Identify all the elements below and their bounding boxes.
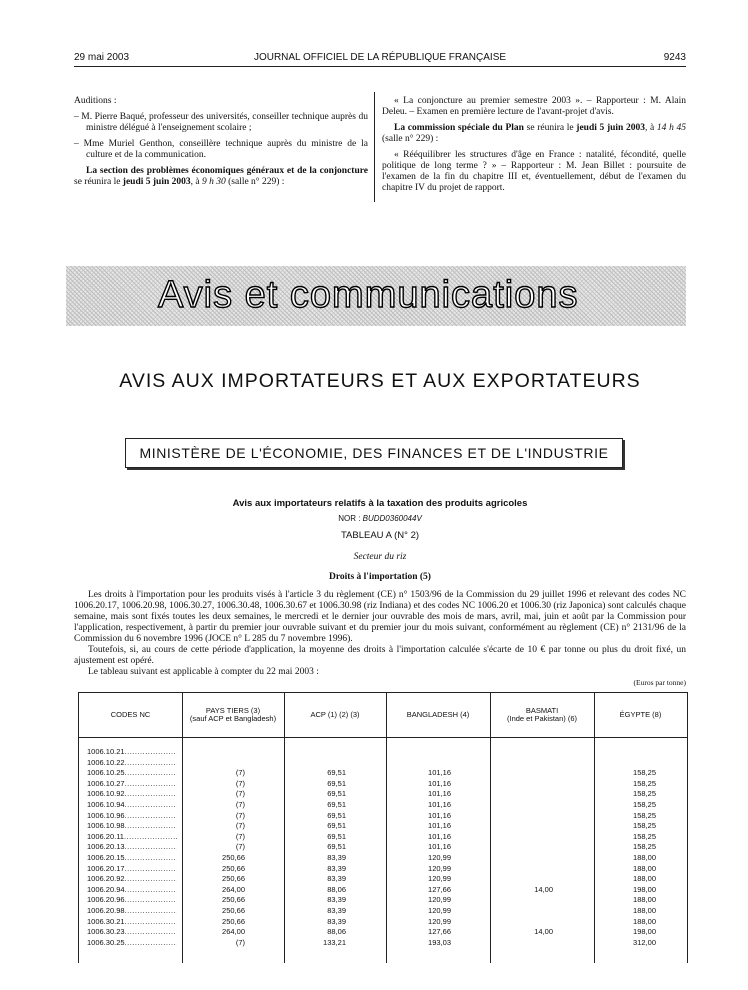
pays-tiers-cell: 250,66 <box>222 852 245 862</box>
meeting-time: 9 h 30 <box>201 177 226 187</box>
table-row <box>79 938 687 949</box>
egypte-cell: 198,00 <box>633 884 656 894</box>
bangladesh-cell: 120,99 <box>428 905 451 915</box>
banner-title: Avis et communications <box>158 274 579 316</box>
acp-cell: 83,39 <box>327 852 346 862</box>
table-row <box>79 864 687 875</box>
table-body <box>79 747 687 948</box>
acp-cell: 133,21 <box>323 937 346 947</box>
page-header <box>74 50 686 67</box>
notice-text: se réunira le <box>74 177 123 187</box>
egypte-cell: 158,25 <box>633 799 656 809</box>
section-name: La section des problèmes économiques généraux et de la conjoncture <box>86 166 368 176</box>
nor-label: NOR : <box>338 514 363 523</box>
main-heading: AVIS AUX IMPORTATEURS ET AUX EXPORTATEURS <box>119 370 641 392</box>
table-row <box>79 747 687 758</box>
table-row <box>79 874 687 885</box>
bangladesh-cell: 127,66 <box>428 927 451 937</box>
egypte-cell: 188,00 <box>633 895 656 905</box>
egypte-cell: 188,00 <box>633 905 656 915</box>
code-cell: 1006.20.98 ..... <box>87 906 177 917</box>
pays-tiers-cell: (7) <box>235 937 245 947</box>
pays-tiers-cell: 250,66 <box>222 874 245 884</box>
auditions-label: Auditions : <box>74 96 117 106</box>
header-sublabel: (Inde et Pakistan) (6) <box>506 714 578 723</box>
header-codes <box>79 693 182 737</box>
acp-cell: 69,51 <box>327 778 346 788</box>
acp-cell: 88,06 <box>327 884 346 894</box>
header-label: ÉGYPTE (8) <box>619 710 662 719</box>
sector-title: Secteur du riz <box>353 552 407 562</box>
table-row <box>79 832 687 843</box>
bangladesh-cell: 101,16 <box>428 799 451 809</box>
acp-cell: 69,51 <box>327 789 346 799</box>
egypte-cell: 158,25 <box>633 810 656 820</box>
table-row <box>79 821 687 832</box>
table-row <box>79 779 687 790</box>
code-cell: 1006.20.15 ..... <box>87 853 177 864</box>
acp-cell: 83,39 <box>327 916 346 926</box>
egypte-cell: 188,00 <box>633 852 656 862</box>
egypte-cell: 158,25 <box>633 768 656 778</box>
pays-tiers-cell: (7) <box>235 799 245 809</box>
bangladesh-cell: 193,03 <box>428 937 451 947</box>
pays-tiers-cell: (7) <box>235 810 245 820</box>
pays-tiers-cell: (7) <box>235 789 245 799</box>
code-cell: 1006.20.96 ..... <box>87 895 177 906</box>
pays-tiers-cell: 250,66 <box>222 916 245 926</box>
acp-cell: 69,51 <box>327 799 346 809</box>
acp-cell: 83,39 <box>327 863 346 873</box>
bangladesh-cell: 101,16 <box>428 778 451 788</box>
code-cell: 1006.10.92 ..... <box>87 789 177 800</box>
pays-tiers-cell: 250,66 <box>222 863 245 873</box>
notice-text: , à <box>190 177 202 187</box>
code-cell: 1006.20.17 ..... <box>87 864 177 875</box>
nor-code: BUDD0360044V <box>362 514 422 523</box>
nor-reference <box>74 514 686 523</box>
pays-tiers-cell: 264,00 <box>222 927 245 937</box>
meeting-time: 14 h 45 <box>656 123 686 133</box>
bangladesh-cell: 120,99 <box>428 852 451 862</box>
code-cell: 1006.20.13 ..... <box>87 842 177 853</box>
egypte-cell: 158,25 <box>633 821 656 831</box>
commission-name: La commission spéciale du Plan <box>394 123 524 133</box>
body-paragraph: Le tableau suivant est applicable à compter du 22 mai 2003 : <box>88 667 319 677</box>
table-row <box>79 885 687 896</box>
table-row <box>79 811 687 822</box>
section-meeting-notice <box>74 166 368 188</box>
duties-title: Droits à l'importation (5) <box>329 572 431 582</box>
unit-note: (Euros par tonne) <box>633 678 686 687</box>
pays-tiers-cell: (7) <box>235 831 245 841</box>
code-cell: 1006.10.27 ..... <box>87 779 177 790</box>
header-acp <box>284 693 386 737</box>
table-row <box>79 758 687 769</box>
acp-cell: 69,51 <box>327 821 346 831</box>
pays-tiers-cell: (7) <box>235 842 245 852</box>
header-egypte <box>594 693 687 737</box>
code-cell: 1006.10.96 ..... <box>87 811 177 822</box>
body-paragraph: Toutefois, si, au cours de cette période d'application, la moyenne des droits à l'importation calculée s'écarte de 10 € par tonne ou plus du droit fixé, un ajustement est opéré. <box>74 645 686 666</box>
code-cell: 1006.30.23 ..... <box>87 927 177 938</box>
bangladesh-cell: 101,16 <box>428 810 451 820</box>
table-row <box>79 853 687 864</box>
bangladesh-cell: 120,99 <box>428 895 451 905</box>
table-row <box>79 917 687 928</box>
code-cell: 1006.10.94 ..... <box>87 800 177 811</box>
table-row <box>79 927 687 938</box>
avis-title: Avis aux importateurs relatifs à la taxation des produits agricoles <box>232 498 528 509</box>
egypte-cell: 188,00 <box>633 863 656 873</box>
section-banner <box>66 266 686 326</box>
bangladesh-cell: 101,16 <box>428 768 451 778</box>
notice-text: , à <box>644 123 657 133</box>
table-header-row <box>79 693 687 738</box>
code-cell: 1006.10.22 ..... <box>87 758 177 769</box>
bangladesh-cell: 101,16 <box>428 831 451 841</box>
bangladesh-cell: 101,16 <box>428 821 451 831</box>
pays-tiers-cell: 264,00 <box>222 884 245 894</box>
header-label: ACP (1) (2) (3) <box>310 710 360 719</box>
table-row <box>79 895 687 906</box>
bangladesh-cell: 120,99 <box>428 863 451 873</box>
bangladesh-cell: 120,99 <box>428 916 451 926</box>
egypte-cell: 158,25 <box>633 778 656 788</box>
bangladesh-cell: 120,99 <box>428 874 451 884</box>
duties-table <box>78 692 688 963</box>
acp-cell: 88,06 <box>327 927 346 937</box>
header-label: BASMATI <box>525 706 559 715</box>
code-cell: 1006.10.98 ..... <box>87 821 177 832</box>
code-cell: 1006.30.25 ..... <box>87 938 177 949</box>
commission-notice <box>382 123 686 145</box>
header-label: PAYS TIERS (3) <box>205 706 261 715</box>
egypte-cell: 158,25 <box>633 831 656 841</box>
code-cell: 1006.20.94 ..... <box>87 885 177 896</box>
egypte-cell: 188,00 <box>633 916 656 926</box>
body-text <box>74 590 686 678</box>
table-row <box>79 906 687 917</box>
table-row <box>79 768 687 779</box>
header-bangladesh <box>386 693 490 737</box>
acp-cell: 83,39 <box>327 874 346 884</box>
notice-text: (salle n° 229) : <box>382 134 439 144</box>
pays-tiers-cell: (7) <box>235 768 245 778</box>
header-pays-tiers <box>182 693 284 737</box>
pays-tiers-cell: (7) <box>235 821 245 831</box>
bangladesh-cell: 101,16 <box>428 789 451 799</box>
pays-tiers-cell: 250,66 <box>222 895 245 905</box>
header-basmati <box>490 693 594 737</box>
bangladesh-cell: 101,16 <box>428 842 451 852</box>
table-row <box>79 789 687 800</box>
acp-cell: 69,51 <box>327 768 346 778</box>
audition-item: – M. Pierre Baqué, professeur des universités, conseiller technique auprès du ministre délégué à l'enseignement scolaire ; <box>74 112 368 133</box>
audition-item: – Mme Muriel Genthon, conseillère technique auprès du ministre de la culture et de la communication. <box>74 139 368 160</box>
header-date: 29 mai 2003 <box>74 52 130 63</box>
egypte-cell: 158,25 <box>633 789 656 799</box>
header-journal-title: JOURNAL OFFICIEL DE LA RÉPUBLIQUE FRANÇAISE <box>253 52 507 63</box>
pays-tiers-cell: (7) <box>235 778 245 788</box>
notice-text: se réunira le <box>523 123 577 133</box>
right-column <box>382 96 686 199</box>
egypte-cell: 158,25 <box>633 842 656 852</box>
tableau-title: TABLEAU A (N° 2) <box>340 530 420 541</box>
meeting-date: jeudi 5 juin 2003 <box>576 123 645 133</box>
header-page-number: 9243 <box>663 52 686 63</box>
ministry-box: MINISTÈRE DE L'ÉCONOMIE, DES FINANCES ET DE L'INDUSTRIE <box>125 438 623 468</box>
notice-text: (salle n° 229) : <box>225 177 285 187</box>
acp-cell: 83,39 <box>327 905 346 915</box>
table-row <box>79 842 687 853</box>
basmati-cell: 14,00 <box>534 884 553 894</box>
pays-tiers-cell: 250,66 <box>222 905 245 915</box>
code-cell: 1006.20.92 ..... <box>87 874 177 885</box>
egypte-cell: 188,00 <box>633 874 656 884</box>
acp-cell: 83,39 <box>327 895 346 905</box>
body-paragraph: Les droits à l'importation pour les produits visés à l'article 3 du règlement (CE) n° 1503/96 de la Commission du 29 juillet 1996 et relevant des codes NC 1006.20.17, 1006.20.98, 1006.30.27, 1006.30.48, 1006.30.67 et 1006.30.98 (riz Indiana) et des codes NC 1006.20 et 1006.30 (riz Japonica) sont calculés chaque semaine, mais sont fixés toutes les deux semaines, le mercredi et le dernier jour ouvrable des mois de mars, avril, mai, juin et août par la Commission pour l'application, respectivement, à partir du premier jour ouvrable suivant et du premier jour du mois suivant, conformément au règlement (CE) n° 2131/96 de la Commission du 6 novembre 1996 (JOCE n° L 285 du 7 novembre 1996). <box>74 590 686 644</box>
acp-cell: 69,51 <box>327 842 346 852</box>
demography-paragraph: « Rééquilibrer les structures d'âge en France : natalité, fécondité, quelle politique de long terme ? » – Rapporteur : M. Jean Billet : poursuite de l'examen de la fin du chapitre III et, éventuellement, début de l'examen du chapitre IV du projet de rapport. <box>382 150 686 193</box>
code-cell: 1006.30.21 ..... <box>87 917 177 928</box>
acp-cell: 69,51 <box>327 831 346 841</box>
egypte-cell: 312,00 <box>633 937 656 947</box>
left-column <box>74 96 368 193</box>
header-label: CODES NC <box>110 710 151 719</box>
column-divider <box>374 92 375 202</box>
conjoncture-paragraph: « La conjoncture au premier semestre 2003 ». – Rapporteur : M. Alain Deleu. – Examen en première lecture de l'avant-projet d'avis. <box>382 96 686 117</box>
code-cell: 1006.10.25 ..... <box>87 768 177 779</box>
table-row <box>79 800 687 811</box>
bangladesh-cell: 127,66 <box>428 884 451 894</box>
egypte-cell: 198,00 <box>633 927 656 937</box>
header-label: BANGLADESH (4) <box>406 710 470 719</box>
header-sublabel: (sauf ACP et Bangladesh) <box>189 714 277 723</box>
acp-cell: 69,51 <box>327 810 346 820</box>
meeting-date: jeudi 5 juin 2003 <box>122 177 191 187</box>
basmati-cell: 14,00 <box>534 927 553 937</box>
code-cell: 1006.20.11 ..... <box>87 832 177 843</box>
code-cell: 1006.10.21 ..... <box>87 747 177 758</box>
